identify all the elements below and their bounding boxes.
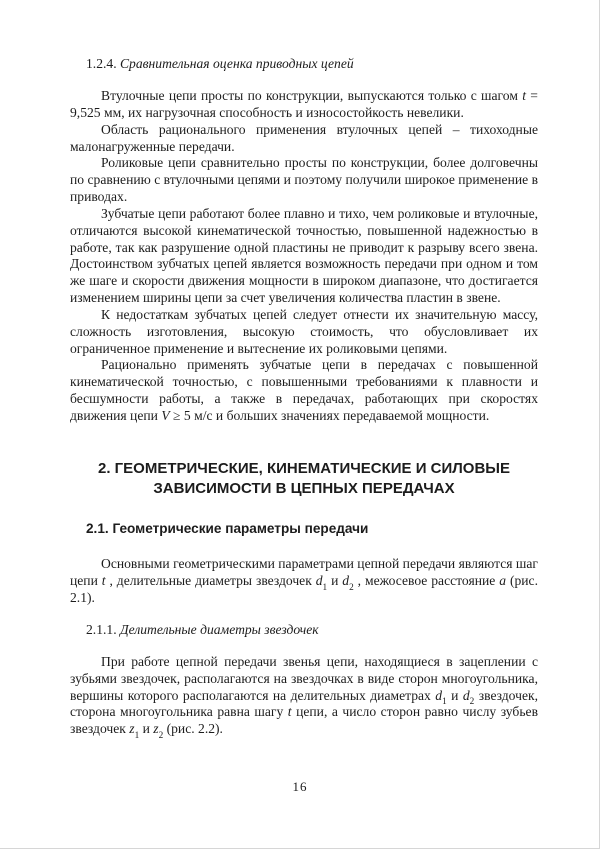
paragraph-geometric-parameters: Основными геометрическими параметрами цепной передачи являются шаг цепи t , делительные диаметры звездочек $d_1$ и $d_2$ , межосевое расстояние a (рис. 2.1).	[70, 556, 538, 606]
heading-number: 1.2.4.	[86, 56, 117, 71]
heading-chapter-2	[70, 459, 538, 500]
page-number: 16	[292, 779, 308, 794]
chapter-heading-line-2: ЗАВИСИМОСТИ В ЦЕПНЫХ ПЕРЕДАЧАХ	[153, 480, 455, 498]
heading-section-2-1: 2.1. Геометрические параметры передачи	[86, 521, 369, 537]
heading-number: 2.1.1.	[86, 621, 117, 637]
paragraph-disadvantages: К недостаткам зубчатых цепей следует отнести их значительную массу, сложность изготовления, высокую стоимость, что обусловливает их ограниченное применение и вытеснение их роликовыми цепями.	[70, 306, 538, 356]
paragraph-roller-chains: Роликовые цепи сравнительно просты по конструкции, более долговечны по сравнению с втулочными цепями и поэтому получили широкое применение в приводах.	[70, 155, 538, 205]
paragraph-toothed-chains: Зубчатые цепи работают более плавно и тихо, чем роликовые и втулочные, отличаются высокой кинематической точностью, повышенной надежностью в работе, так как разрушение одной пластины не приводит к разрыву всего звена. Достоинством зубчатых цепей является возможность передачи при одном и том же шаге и скорости движения мощности в широком диапазоне, что достигается изменением ширины цепи за счет увеличения количества пластин в звене.	[70, 205, 538, 306]
paragraph-bushing-chains: Втулочные цепи просты по конструкции, выпускаются только с шагом t = 9,525 мм, их нагрузочная способность и износостойкость невелики.	[70, 87, 538, 120]
heading-title: Сравнительная оценка приводных цепей	[116, 56, 354, 71]
heading-title: Делительные диаметры звездочек	[116, 621, 319, 637]
heading-section-1-2-4	[70, 56, 538, 73]
heading-section-2-1-1	[70, 622, 538, 639]
paragraph-application-area: Область рационального применения втулочных цепей – тихоходные малонагруженные передачи.	[70, 121, 538, 154]
chapter-heading-line-1: 2. ГЕОМЕТРИЧЕСКИЕ, КИНЕМАТИЧЕСКИЕ И СИЛОВЫЕ	[97, 459, 511, 477]
paragraph-pitch-diameters: При работе цепной передачи звенья цепи, находящиеся в зацеплении с зубьями звездочек, располагаются на звездочках в виде сторон многоугольника, вершины которого располагаются на делительных диаметрах $d_1$ и $d_2$ звездочек, сторона многоугольника равна шагу t цепи, а число сторон равно числу зубьев звездочек $z_1$ и $z_2$ (рис. 2.2).	[70, 653, 539, 741]
paragraph-rational-use: Рационально применять зубчатые цепи в передачах с повышенной кинематической точностью, с повышенными требованиями к плавности и бесшумности работы, а также в передачах, работающих при скоростях движения цепи V ≥ 5 м/с и больших значениях передаваемой мощности.	[70, 357, 538, 424]
